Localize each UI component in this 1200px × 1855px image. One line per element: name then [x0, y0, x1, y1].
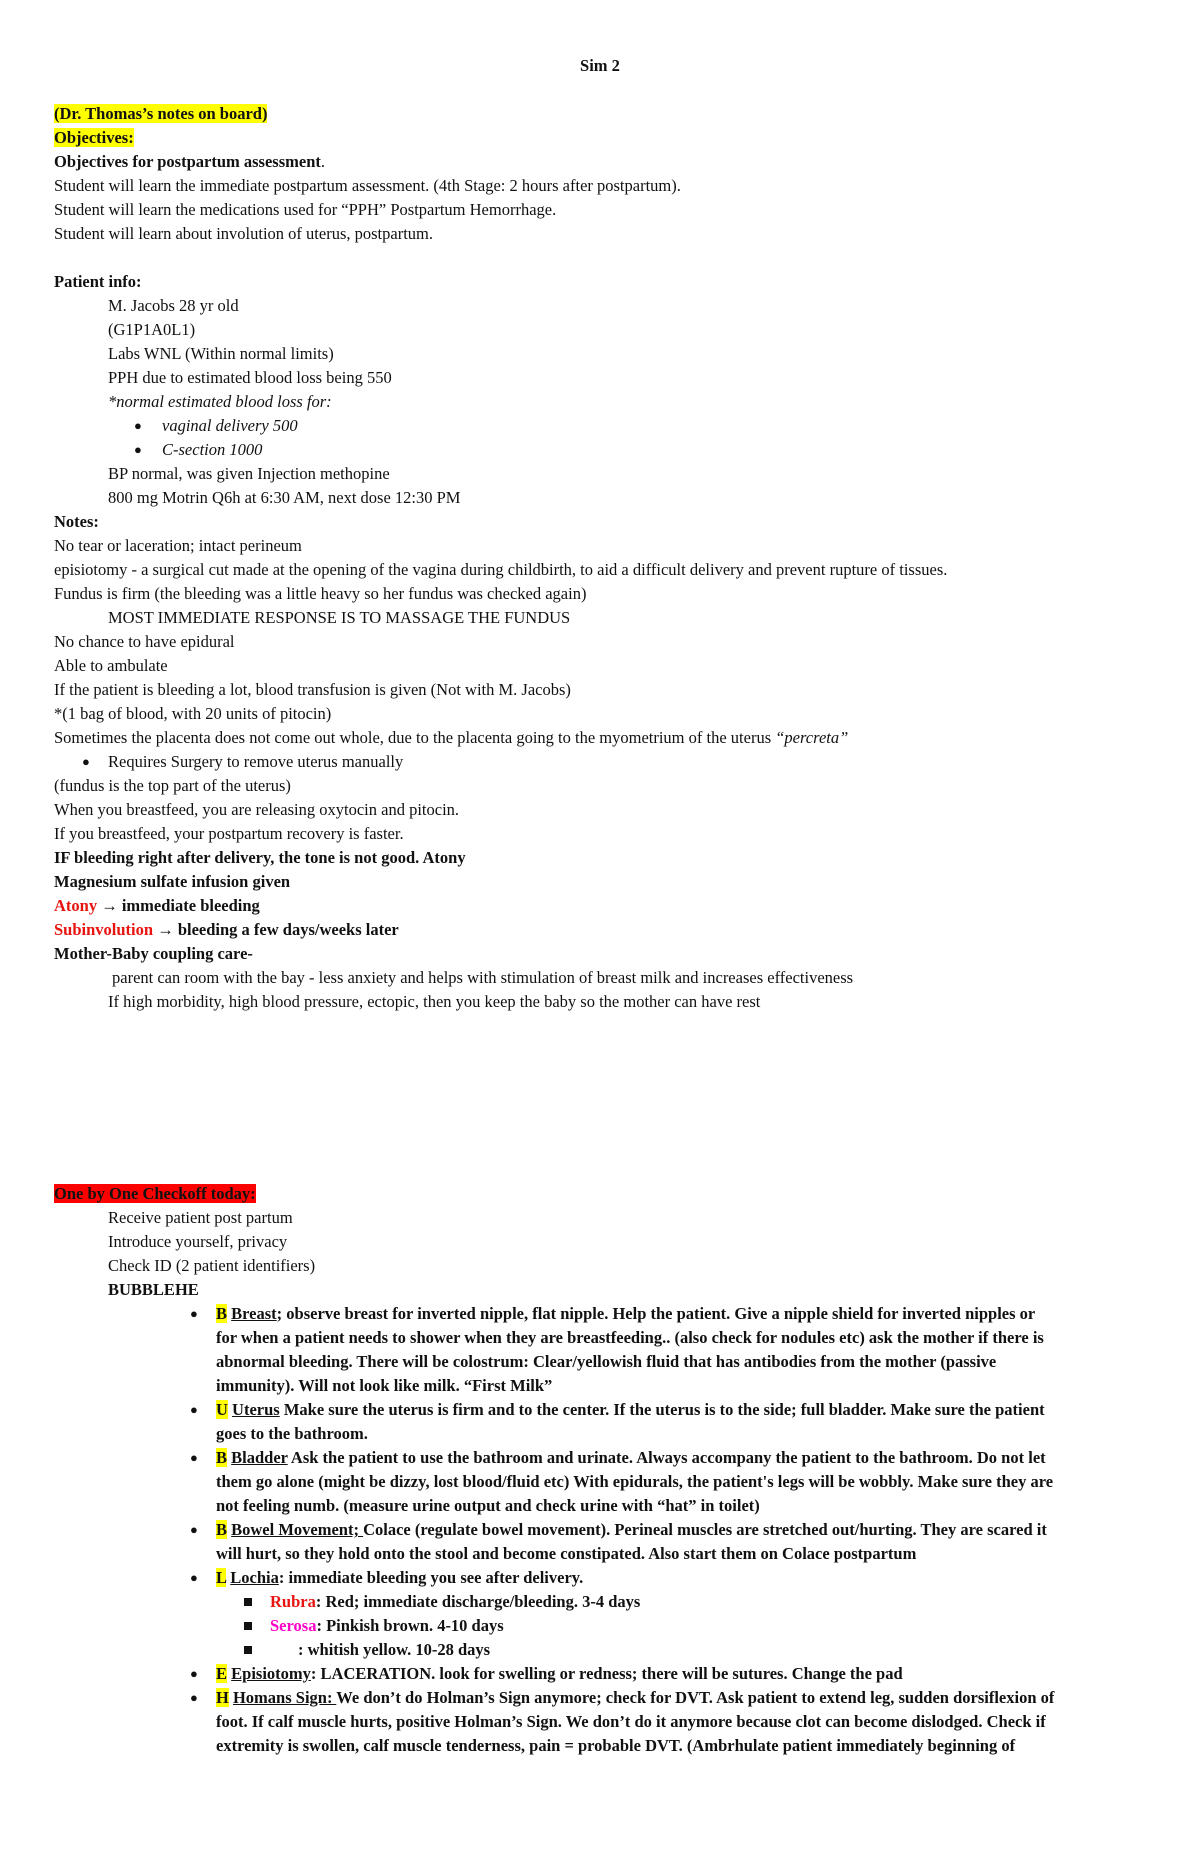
objective-item: Student will learn the medications used for “PPH” Postpartum Hemorrhage. — [54, 200, 557, 219]
notes-line: If you breastfeed, your postpartum recovery is faster. — [54, 824, 404, 843]
bullet-icon: ● — [134, 418, 142, 433]
bullet-icon: ● — [190, 1522, 198, 1537]
patient-info-line: BP normal, was given Injection methopine — [108, 464, 390, 483]
bullet-icon: ● — [134, 442, 142, 457]
homans-item-cont: extremity is swollen, calf muscle tenderness, pain = probable DVT. (Ambrhulate patient immediately beginning of — [216, 1736, 1016, 1755]
breast-item-cont: immunity). Will not look like milk. “First Milk” — [216, 1376, 553, 1395]
square-bullet-icon — [244, 1598, 252, 1606]
breast-item-cont: for when a patient needs to shower when they are breastfeeding.. (also check for nodules etc) ask the mother if there is — [216, 1328, 1044, 1347]
patient-info-line: M. Jacobs 28 yr old — [108, 296, 239, 315]
notes-line: If high morbidity, high blood pressure, ectopic, then you keep the baby so the mother can have rest — [108, 992, 761, 1011]
atony-line: Atony → immediate bleeding — [54, 896, 260, 915]
page-title: Sim 2 — [580, 56, 620, 75]
breast-item-cont: abnormal bleeding. There will be colostrum: Clear/yellowish fluid that has antibodies from the mother (passive — [216, 1352, 997, 1371]
rubra-item: Rubra: Red; immediate discharge/bleeding. 3-4 days — [270, 1592, 641, 1611]
normal-loss-item: C-section 1000 — [162, 440, 263, 459]
notes-line: When you breastfeed, you are releasing oxytocin and pitocin. — [54, 800, 460, 819]
square-bullet-icon — [244, 1622, 252, 1630]
notes-line: episiotomy - a surgical cut made at the opening of the vagina during childbirth, to aid a difficult delivery and prevent rupture of tissues. — [54, 560, 948, 579]
homans-item: H Homans Sign: We don’t do Holman’s Sign anymore; check for DVT. Ask patient to extend leg, sudden dorsiflexion of — [216, 1688, 1055, 1707]
bullet-icon: ● — [190, 1306, 198, 1321]
uterus-item: U Uterus Make sure the uterus is firm and to the center. If the uterus is to the side; full bladder. Make sure the patient — [216, 1400, 1045, 1419]
square-bullet-icon — [244, 1646, 252, 1654]
patient-info-line: Labs WNL (Within normal limits) — [108, 344, 334, 363]
notes-line: Sometimes the placenta does not come out whole, due to the placenta going to the myometrium of the uterus “percreta” — [54, 728, 849, 747]
normal-loss-label: *normal estimated blood loss for: — [108, 392, 332, 411]
notes-line: *(1 bag of blood, with 20 units of pitocin) — [54, 704, 332, 723]
bullet-icon: ● — [82, 754, 90, 769]
bladder-item-cont: them go alone (might be dizzy, lost blood/fluid etc) With epidurals, the patient's legs will be wobbly. Make sure they are — [216, 1472, 1054, 1491]
homans-item-cont: foot. If calf muscle hurts, positive Holman’s Sign. We don’t do it anymore because clot can become dislodged. Check if — [216, 1712, 1046, 1731]
bowel-item-cont: will hurt, so they hold onto the stool and become constipated. Also start them on Colace postpartum — [216, 1544, 917, 1563]
lochia-item: L Lochia: immediate bleeding you see after delivery. — [216, 1568, 584, 1587]
notes-line: IF bleeding right after delivery, the tone is not good. Atony — [54, 848, 466, 867]
breast-item: B Breast; observe breast for inverted nipple, flat nipple. Help the patient. Give a nipple shield for inverted nipples or — [216, 1304, 1036, 1323]
uterus-item-cont: goes to the bathroom. — [216, 1424, 368, 1443]
checkoff-line: Receive patient post partum — [108, 1208, 293, 1227]
bladder-item: B Bladder Ask the patient to use the bathroom and urinate. Always accompany the patient to the bathroom. Do not let — [216, 1448, 1046, 1467]
normal-loss-item: vaginal delivery 500 — [162, 416, 298, 435]
subinvolution-line: Subinvolution → bleeding a few days/weeks later — [54, 920, 399, 939]
patient-info-line: 800 mg Motrin Q6h at 6:30 AM, next dose 12:30 PM — [108, 488, 461, 507]
bladder-item-cont: not feeling numb. (measure urine output and check urine with “hat” in toilet) — [216, 1496, 760, 1515]
objective-item: Student will learn the immediate postpartum assessment. (4th Stage: 2 hours after postpartum). — [54, 176, 681, 195]
bowel-item: B Bowel Movement; Colace (regulate bowel movement). Perineal muscles are stretched out/hurting. They are scared it — [216, 1520, 1047, 1539]
patient-info-line: PPH due to estimated blood loss being 550 — [108, 368, 392, 387]
notes-line: Requires Surgery to remove uterus manually — [108, 752, 404, 771]
notes-line: MOST IMMEDIATE RESPONSE IS TO MASSAGE THE FUNDUS — [108, 608, 571, 627]
checkoff-line: Introduce yourself, privacy — [108, 1232, 288, 1251]
bullet-icon: ● — [190, 1690, 198, 1705]
notes-line: No chance to have epidural — [54, 632, 235, 651]
notes-line: Magnesium sulfate infusion given — [54, 872, 291, 891]
notes-line: If the patient is bleeding a lot, blood transfusion is given (Not with M. Jacobs) — [54, 680, 571, 699]
objectives-heading: Objectives: — [54, 128, 134, 147]
checkoff-line: Check ID (2 patient identifiers) — [108, 1256, 316, 1275]
acronym: BUBBLEHE — [108, 1280, 199, 1299]
patient-info-heading: Patient info: — [54, 272, 142, 291]
objective-item: Student will learn about involution of uterus, postpartum. — [54, 224, 433, 243]
notes-line: Fundus is firm (the bleeding was a little heavy so her fundus was checked again) — [54, 584, 587, 603]
bullet-icon: ● — [190, 1570, 198, 1585]
checkoff-heading: One by One Checkoff today: — [54, 1184, 256, 1203]
bullet-icon: ● — [190, 1402, 198, 1417]
episiotomy-item: E Episiotomy: LACERATION. look for swelling or redness; there will be sutures. Change the pad — [216, 1664, 903, 1683]
notes-line: (fundus is the top part of the uterus) — [54, 776, 291, 795]
bullet-icon: ● — [190, 1666, 198, 1681]
patient-info-line: (G1P1A0L1) — [108, 320, 196, 339]
bullet-icon: ● — [190, 1450, 198, 1465]
notes-heading: Notes: — [54, 512, 99, 531]
serosa-item: Serosa: Pinkish brown. 4-10 days — [270, 1616, 504, 1635]
notes-line: Mother-Baby coupling care- — [54, 944, 253, 963]
objectives-subheading: Objectives for postpartum assessment. — [54, 152, 326, 171]
notes-line: Able to ambulate — [54, 656, 168, 675]
notes-line: No tear or laceration; intact perineum — [54, 536, 302, 555]
board-note: (Dr. Thomas’s notes on board) — [54, 104, 268, 123]
alba-item: : whitish yellow. 10-28 days — [298, 1640, 491, 1659]
notes-line: parent can room with the bay - less anxiety and helps with stimulation of breast milk and increases effectiveness — [112, 968, 854, 987]
